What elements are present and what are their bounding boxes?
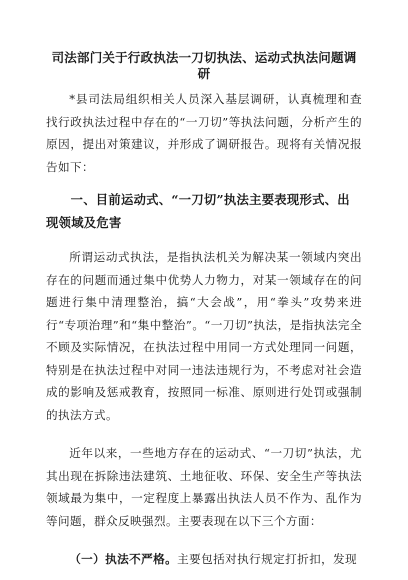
intro-paragraph: *县司法局组织相关人员深入基层调研，认真梳理和查找行政执法过程中存在的“一刀切”等执法问题，分析产生的原因，提出对策建议，并形成了调研报告。现将有关情况报告如下：	[46, 92, 362, 174]
subsection-heading-1: （一）执法不严格。	[69, 552, 178, 566]
subsection-text-1: 主要包括对执行规定打折扣，发现	[177, 552, 358, 566]
body-paragraph-1: 所谓运动式执法，是指执法机关为解决某一领域内突出存在的问题而通过集中优势人力物力，对某一领域存在的问题进行集中清理整治，搞“大会战”，用“拳头”攻势来进行“专项治理”和“集中整治”。“一刀切”执法，是指执法完全不顾及实际情况，在执法过程中用同一方式处理同一问题，特别是在执法过程中对同一违法违规行为，不考虑对社会造成的影响及惩戒教育，按照同一标准、原则进行处罚或强制的执法方式。	[46, 250, 362, 422]
body-paragraph-2: 近年以来，一些地方存在的运动式、“一刀切”执法，尤其出现在拆除违法建筑、土地征收、环保、安全生产等执法领域最为集中，一定程度上暴露出执法人员不作为、乱作为等问题，群众反映强烈。主要表现在以下三个方面：	[46, 446, 362, 528]
subsection-paragraph-1	[46, 548, 362, 571]
section-heading-1: 一、目前运动式、“一刀切”执法主要表现形式、出现领域及危害	[46, 192, 350, 230]
document-title: 司法部门关于行政执法一刀切执法、运动式执法问题调研	[51, 50, 357, 81]
